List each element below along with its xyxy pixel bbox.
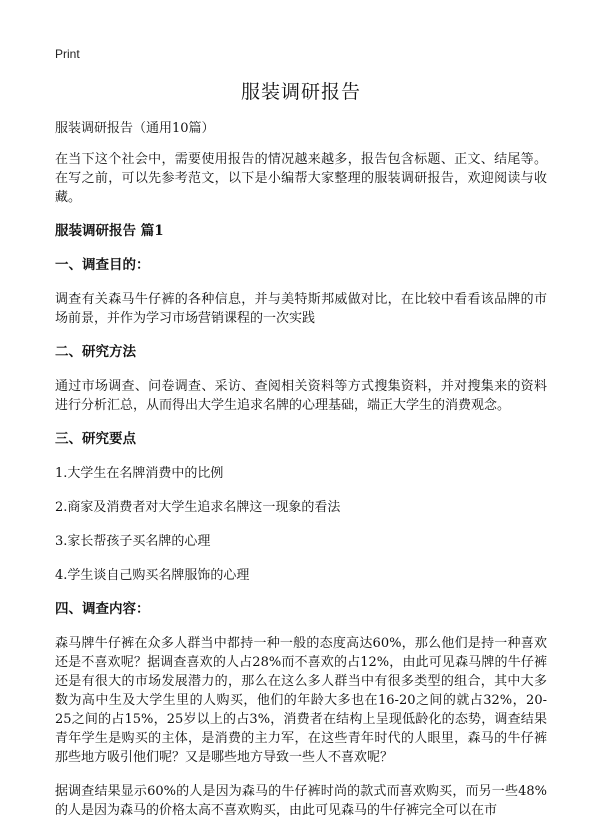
section-title: 服装调研报告 篇1 (55, 223, 164, 239)
method-paragraph: 通过市场调查、问卷调查、采访、查阅相关资料等方式搜集资料，并对搜集来的资料进行分析汇总，从而得出大学生追求名牌的心理基础，端正大学生的消费观念。 (55, 379, 547, 413)
purpose-paragraph: 调查有关森马牛仔裤的各种信息，并与美特斯邦威做对比，在比较中看看该品牌的市场前景，并作为学习市场营销课程的一次实践 (55, 292, 547, 326)
list-item: 4.学生谈自己购买名牌服饰的心理 (55, 568, 250, 583)
list-item: 2.商家及消费者对大学生追求名牌这一现象的看法 (55, 500, 341, 515)
heading-points: 三、研究要点 (55, 431, 136, 447)
intro-paragraph: 在当下这个社会中，需要使用报告的情况越来越多，报告包含标题、正文、结尾等。在写之前，可以先参考范文，以下是小编帮大家整理的服装调研报告，欢迎阅读与收藏。 (55, 152, 547, 205)
heading-purpose: 一、调查目的： (55, 257, 150, 273)
list-item: 3.家长帮孩子买名牌的心理 (55, 534, 211, 549)
heading-content: 四、调查内容： (55, 601, 150, 617)
content-paragraph: 森马牌牛仔裤在众多人群当中都持一种一般的态度高达60%，那么他们是持一种喜欢还是不喜欢呢？据调查喜欢的人占28%而不喜欢的占12%，由此可见森马牌的牛仔裤还是有很大的市场发展潜力的，那么在这么多人群当中有很多类型的组合，其中大多数为高中生及大学生里的人购买，他们的年龄大多也在16-20之间的就占32%，20-25之间的占15%，25岁以上的占3%，消费者在结构上呈现低龄化的态势，调查结果青年学生是购买的主体，是消费的主力军，在这些青年时代的人眼里，森马的牛仔裤那些地方吸引他们呢？又是哪些地方导致一些人不喜欢呢？ (55, 636, 547, 765)
heading-method: 二、研究方法 (55, 344, 136, 360)
results-paragraph: 据调查结果显示60%的人是因为森马的牛仔裤时尚的款式而喜欢购买，而另一些48%的人是因为森马的价格太高不喜欢购买，由此可见森马的牛仔裤完全可以在市 (55, 784, 547, 818)
list-item: 1.大学生在名牌消费中的比例 (55, 466, 224, 481)
document-body (55, 80, 547, 828)
page-title: 服装调研报告 (240, 81, 361, 103)
print-link[interactable]: Print (55, 47, 80, 61)
document-subtitle: 服装调研报告（通用10篇） (55, 121, 215, 136)
